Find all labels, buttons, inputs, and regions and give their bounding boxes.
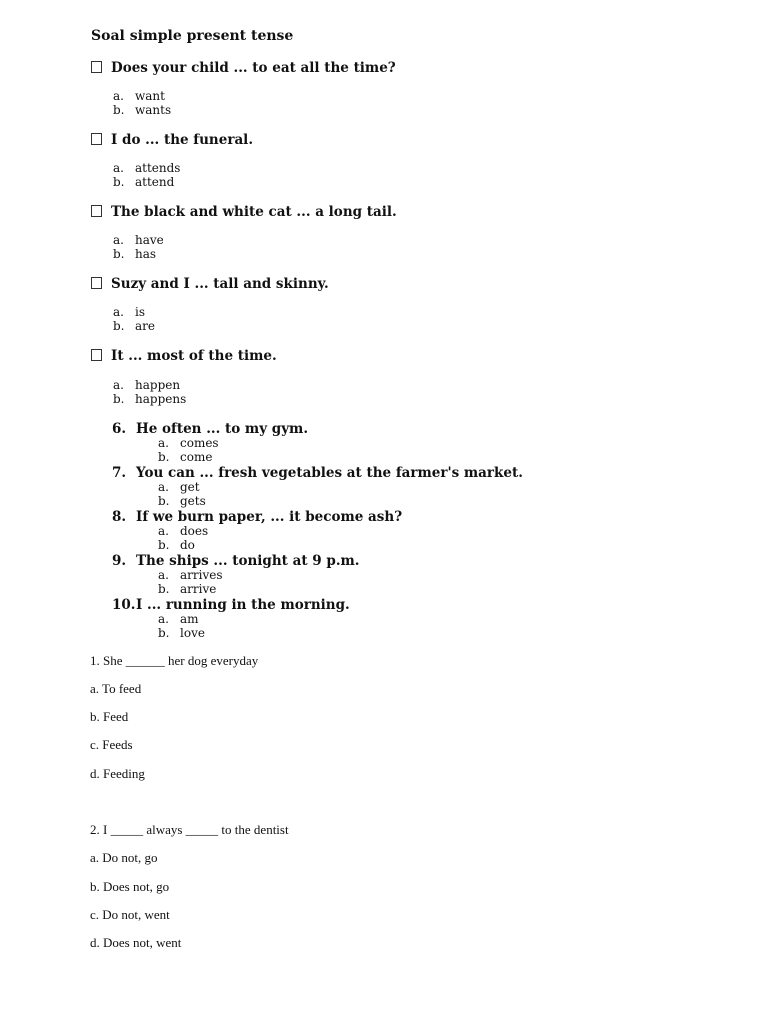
option-a: a. happen: [113, 378, 181, 392]
numbered-question-10: 10.I ... running in the morning.: [112, 597, 350, 613]
option-b: b. are: [113, 319, 155, 333]
numbered-question-6: 6. He often ... to my gym.: [112, 421, 309, 437]
option-a: a. comes: [158, 436, 219, 450]
option-a: a. want: [113, 89, 165, 103]
boxed-question-3: The black and white cat ... a long tail.: [91, 204, 397, 220]
option-a: a. arrives: [158, 568, 223, 582]
boxed-question-4: Suzy and I ... tall and skinny.: [91, 276, 329, 292]
checkbox-icon: [91, 61, 102, 73]
option-a: a. have: [113, 233, 164, 247]
extra-option: d. Does not, went: [90, 935, 182, 950]
boxed-question-1: Does your child ... to eat all the time?: [91, 60, 396, 76]
checkbox-icon: [91, 205, 102, 217]
extra-question-1: 1. She ______ her dog everyday: [90, 653, 259, 668]
option-a: a. attends: [113, 161, 181, 175]
numbered-question-9: 9. The ships ... tonight at 9 p.m.: [112, 553, 360, 569]
extra-option: b. Feed: [90, 709, 129, 724]
extra-question-2: 2. I _____ always _____ to the dentist: [90, 822, 289, 837]
option-b: b. arrive: [158, 582, 217, 596]
option-b: b. gets: [158, 494, 206, 508]
extra-option: c. Do not, went: [90, 907, 170, 922]
extra-option: a. To feed: [90, 681, 142, 696]
numbered-question-8: 8. If we burn paper, ... it become ash?: [112, 509, 403, 525]
boxed-question-5: It ... most of the time.: [91, 348, 277, 364]
checkbox-icon: [91, 133, 102, 145]
option-b: b. do: [158, 538, 195, 552]
extra-option: b. Does not, go: [90, 879, 170, 894]
option-b: b. wants: [113, 103, 172, 117]
worksheet-title: Soal simple present tense: [91, 28, 294, 44]
checkbox-icon: [91, 349, 102, 361]
option-b: b. attend: [113, 175, 175, 189]
option-b: b. come: [158, 450, 213, 464]
option-b: b. happens: [113, 392, 187, 406]
option-a: a. am: [158, 612, 199, 626]
numbered-question-7: 7. You can ... fresh vegetables at the farmer's market.: [112, 465, 523, 481]
option-a: a. is: [113, 305, 145, 319]
option-b: b. has: [113, 247, 157, 261]
option-a: a. does: [158, 524, 209, 538]
extra-option: c. Feeds: [90, 737, 133, 752]
checkbox-icon: [91, 277, 102, 289]
boxed-question-2: I do ... the funeral.: [91, 132, 253, 148]
option-a: a. get: [158, 480, 200, 494]
extra-option: a. Do not, go: [90, 850, 158, 865]
option-b: b. love: [158, 626, 205, 640]
extra-option: d. Feeding: [90, 766, 145, 781]
